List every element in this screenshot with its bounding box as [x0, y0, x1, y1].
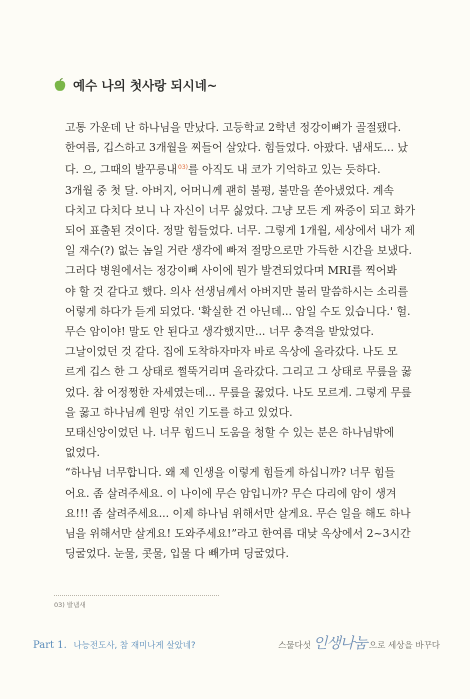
line-text-tail: 를 아직도 내 코가 기억하고 있는 듯하다.: [187, 163, 381, 177]
text-line: [54, 383, 424, 403]
paragraph: [54, 463, 424, 564]
body-text: [54, 118, 424, 564]
book-title-brand: 인생나눔: [312, 634, 367, 652]
line-text: 어요. 좀 살려주세요. 이 나이에 무슨 암입니까? 무슨 다리에 암이 생겨: [65, 486, 397, 500]
line-text: 무슨 암이야! 말도 안 된다고 생각했지만... 너무 충격을 받았었다.: [65, 325, 374, 339]
text-line: [54, 463, 424, 483]
line-text: 르게 깁스 한 그 상태로 쩔뚝거리며 올라갔다. 그리고 그 상태로 무릎을 꿇: [65, 365, 412, 379]
text-line: [54, 138, 424, 158]
text-line: [54, 261, 424, 281]
line-text: 님을 위해서만 살게요! 도와주세요!”라고 한여름 대낮 옥상에서 2~3시간: [65, 527, 411, 541]
text-line: [54, 403, 424, 423]
paragraph: [54, 342, 424, 423]
footnote-divider: [54, 595, 219, 596]
line-text: 었다. 참 어정쩡한 자세였는데... 무릎을 꿇었다. 나도 모르게. 그렇게 무릎: [65, 385, 412, 399]
text-line: [54, 484, 424, 504]
book-title-prefix: 스물다섯: [278, 641, 311, 651]
line-text: 다치고 다치다 보니 나 자신이 너무 싫었다. 그냥 모든 게 짜증이 되고 화가: [65, 203, 416, 217]
text-line: [54, 282, 424, 302]
text-line: [54, 181, 424, 201]
part-title: 나능전도사, 참 재미나게 살았네?: [73, 641, 196, 651]
footnote: 03) 발냄새: [54, 601, 86, 609]
text-line: [54, 524, 424, 544]
text-line: [54, 443, 424, 463]
line-text: 한여름, 깁스하고 3개월을 찌들어 살았다. 힘들었다. 아팠다. 냄새도... 났: [65, 141, 408, 155]
line-text: 모태신앙이었던 나. 너무 힘드니 도움을 청할 수 있는 분은 하나님밖에: [65, 426, 395, 440]
text-line: [54, 362, 424, 382]
apple-icon: [54, 78, 66, 92]
section-heading: [54, 76, 217, 94]
text-line: [54, 241, 424, 261]
line-text: 야 할 것 같다고 했다. 의사 선생님께서 아버지만 불러 말씀하시는 소리를: [65, 284, 409, 298]
text-line: [54, 302, 424, 322]
text-line: [54, 423, 424, 443]
line-text: 딩굴었다. 눈물, 콧물, 입물 다 빼가며 딩굴었다.: [65, 547, 289, 561]
line-text: 어렇게 하다가 듣게 되었다. '확실한 건 아닌데... 암일 수도 있습니다.' 헐.: [65, 304, 411, 318]
footnote-marker: 03): [178, 164, 188, 172]
text-line: [54, 158, 424, 180]
running-footer-left: [33, 639, 196, 651]
text-line: [54, 504, 424, 524]
part-label: Part 1.: [33, 640, 67, 651]
paragraph: [54, 261, 424, 342]
running-footer-right: [278, 632, 440, 653]
line-text: 그날이었던 것 같다. 집에 도착하자마자 바로 옥상에 올라갔다. 나도 모: [65, 345, 398, 359]
book-title-suffix: 으로 세상을 바꾸다: [368, 641, 440, 651]
paragraph: [54, 118, 424, 181]
text-line: [54, 118, 424, 138]
text-line: [54, 342, 424, 362]
paragraph: [54, 181, 424, 262]
line-text: 을 꿇고 하나님께 원망 섞인 기도를 하고 있었다.: [65, 405, 293, 419]
text-line: [54, 322, 424, 342]
line-text: 3개월 중 첫 달. 아버지, 어머니께 괜히 불평, 불만을 쏟아냈었다. 계속: [65, 183, 394, 197]
line-text: 그러다 병원에서는 정강이뼈 사이에 뭔가 발견되었다며 MRI를 찍어봐: [65, 264, 397, 278]
line-text: 일 재수(?) 없는 놈일 거란 생각에 빠져 절망으로만 가득한 시간을 보냈다.: [65, 244, 412, 258]
line-text: 요!!! 좀 살려주세요... 이제 하나님 위해서만 살게요. 무슨 일을 해도 하나: [65, 506, 411, 520]
line-text: 고통 가운데 난 하나님을 만났다. 고등학교 2학년 정강이뼈가 골절됐다.: [65, 121, 402, 134]
line-text: 다. 으, 그때의 발꾸릉내: [65, 163, 177, 177]
paragraph: [54, 423, 424, 463]
line-text: 없었다.: [65, 446, 101, 460]
text-line: [54, 544, 424, 564]
text-line: [54, 201, 424, 221]
section-heading-text: 예수 나의 첫사랑 되시네~: [73, 78, 218, 93]
line-text: 되어 표출된 것이다. 정말 힘들었다. 너무. 그렇게 1개월, 세상에서 내가 제: [65, 224, 415, 238]
line-text: “하나님 너무합니다. 왜 제 인생을 이렇게 힘들게 하십니까? 너무 힘들: [65, 466, 396, 480]
text-line: [54, 221, 424, 241]
